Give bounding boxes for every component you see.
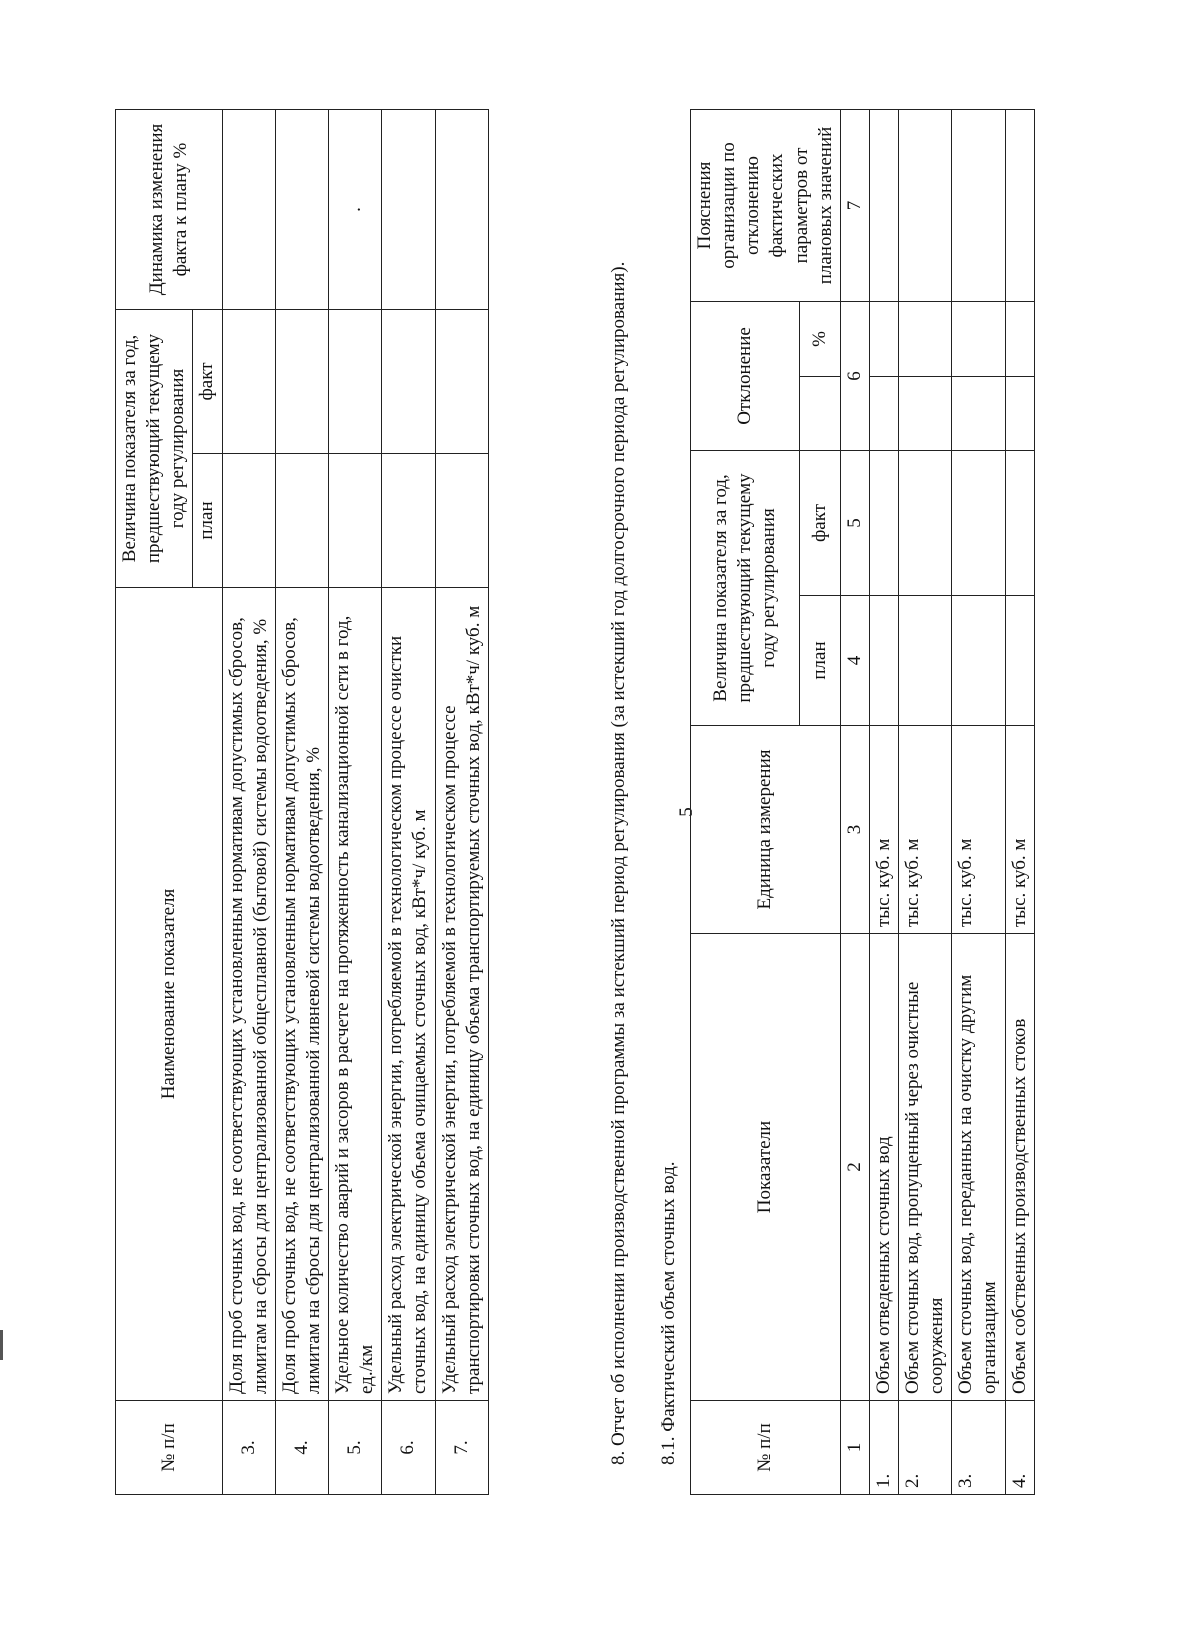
row-plan xyxy=(435,454,488,588)
row-num: 4. xyxy=(1005,1401,1034,1495)
col-header-value-group: Величина показателя за год, предшествующий текущему году регулирования xyxy=(691,451,800,726)
row-unit: тыс. куб. м xyxy=(1005,726,1034,934)
row-deviation-abs xyxy=(899,377,952,451)
table-row xyxy=(952,109,1005,1494)
row-fact xyxy=(435,310,488,454)
row-num: 3. xyxy=(222,1401,275,1495)
row-plan xyxy=(1005,596,1034,726)
row-fact xyxy=(899,451,952,596)
col-header-num: № п/п xyxy=(691,1401,841,1495)
row-indicator: Объем сточных вод, переданных на очистку другим организациям xyxy=(952,934,1005,1401)
col-header-indicator: Показатели xyxy=(691,934,841,1401)
row-unit: тыс. куб. м xyxy=(869,726,898,934)
col-header-fact: факт xyxy=(799,451,840,596)
row-num: 5. xyxy=(329,1401,382,1495)
section-8-1-heading: 8.1. Фактический объем сточных вод. xyxy=(658,1161,679,1465)
row-indicator: Объем сточных вод, пропущенный через очистные сооружения xyxy=(899,934,952,1401)
col-number: 5 xyxy=(840,451,869,596)
row-explanation xyxy=(952,109,1005,301)
row-num: 2. xyxy=(899,1401,952,1495)
col-header-explanation: Пояснения организации по отклонению фактических параметров от плановых значений xyxy=(691,109,841,301)
row-dynamics xyxy=(435,110,488,310)
col-header-fact: факт xyxy=(193,310,222,454)
page-number: 5 xyxy=(676,807,697,817)
table-row xyxy=(222,110,275,1495)
col-header-deviation-abs xyxy=(799,377,840,451)
row-num: 7. xyxy=(435,1401,488,1495)
column-number-row xyxy=(840,109,869,1494)
col-header-deviation: Отклонение xyxy=(691,301,800,450)
row-num: 3. xyxy=(952,1401,1005,1495)
row-fact xyxy=(952,451,1005,596)
row-fact xyxy=(1005,451,1034,596)
row-explanation xyxy=(869,109,898,301)
section-8-text: 8. Отчет об исполнении производственной программы за истекший период регулирования (за истекший год долгосрочного периода регулирования). xyxy=(608,261,629,1465)
col-header-name: Наименование показателя xyxy=(116,588,223,1401)
table-row xyxy=(382,110,435,1495)
row-plan xyxy=(382,454,435,588)
row-fact xyxy=(329,310,382,454)
table-header-row xyxy=(116,110,193,1495)
row-name: Удельный расход электрической энергии, потребляемой в технологическом процессе очистки сточных вод, на единицу объема очищаемых сточных вод, кВт*ч/ куб. м xyxy=(382,588,435,1401)
row-deviation-pct xyxy=(899,301,952,376)
row-name: Удельное количество аварий и засоров в расчете на протяженность канализационной сети в год, ед./км xyxy=(329,588,382,1401)
row-dynamics xyxy=(275,110,328,310)
row-explanation xyxy=(1005,109,1034,301)
col-header-deviation-pct: % xyxy=(799,301,840,376)
row-name: Доля проб сточных вод, не соответствующих установленным нормативам допустимых сбросов, лимитам на сбросы для централизованной ливневой системы водоотведения, % xyxy=(275,588,328,1401)
row-fact xyxy=(382,310,435,454)
col-header-value-group: Величина показателя за год, предшествующий текущему году регулирования xyxy=(116,310,193,588)
table-row xyxy=(1005,109,1034,1494)
table-row xyxy=(329,110,382,1495)
wastewater-volume-table xyxy=(690,109,1035,1495)
row-deviation-abs xyxy=(952,377,1005,451)
col-number: 7 xyxy=(840,109,869,301)
row-dynamics: . xyxy=(329,110,382,310)
row-deviation-pct xyxy=(869,301,898,376)
row-explanation xyxy=(899,109,952,301)
table-row xyxy=(899,109,952,1494)
row-num: 1. xyxy=(869,1401,898,1495)
row-dynamics xyxy=(222,110,275,310)
col-number: 2 xyxy=(840,934,869,1401)
col-header-plan: план xyxy=(799,596,840,726)
row-plan xyxy=(329,454,382,588)
col-header-plan: план xyxy=(193,454,222,588)
col-number: 6 xyxy=(840,301,869,450)
row-name: Удельный расход электрической энергии, потребляемой в технологическом процессе транспортировки сточных вод, на единицу объема транспортируемых сточных вод, кВт*ч/ куб. м xyxy=(435,588,488,1401)
row-indicator: Объем отведенных сточных вод xyxy=(869,934,898,1401)
col-header-num: № п/п xyxy=(116,1401,223,1495)
table-row xyxy=(869,109,898,1494)
indicators-table xyxy=(115,109,489,1495)
col-number: 3 xyxy=(840,726,869,934)
row-plan xyxy=(222,454,275,588)
row-fact xyxy=(222,310,275,454)
table-header-row xyxy=(691,109,800,1494)
col-number: 1 xyxy=(840,1401,869,1495)
col-header-unit: Единица измерения xyxy=(691,726,841,934)
col-number: 4 xyxy=(840,596,869,726)
row-name: Доля проб сточных вод, не соответствующих установленным нормативам допустимых сбросов, лимитам на сбросы для централизованной общесплавной (бытовой) системы водоотведения, % xyxy=(222,588,275,1401)
row-num: 6. xyxy=(382,1401,435,1495)
row-fact xyxy=(869,451,898,596)
row-plan xyxy=(899,596,952,726)
row-deviation-abs xyxy=(869,377,898,451)
row-plan xyxy=(952,596,1005,726)
row-fact xyxy=(275,310,328,454)
row-dynamics xyxy=(382,110,435,310)
row-deviation-pct xyxy=(1005,301,1034,376)
col-header-dynamics: Динамика изменения факта к плану % xyxy=(116,110,223,310)
table-row xyxy=(435,110,488,1495)
row-plan xyxy=(275,454,328,588)
row-plan xyxy=(869,596,898,726)
section-8-heading xyxy=(607,110,631,1495)
row-indicator: Объем собственных производственных стоков xyxy=(1005,934,1034,1401)
row-num: 4. xyxy=(275,1401,328,1495)
row-deviation-abs xyxy=(1005,377,1034,451)
row-deviation-pct xyxy=(952,301,1005,376)
table-row xyxy=(275,110,328,1495)
row-unit: тыс. куб. м xyxy=(952,726,1005,934)
row-unit: тыс. куб. м xyxy=(899,726,952,934)
rotated-page-content xyxy=(0,120,1060,1520)
